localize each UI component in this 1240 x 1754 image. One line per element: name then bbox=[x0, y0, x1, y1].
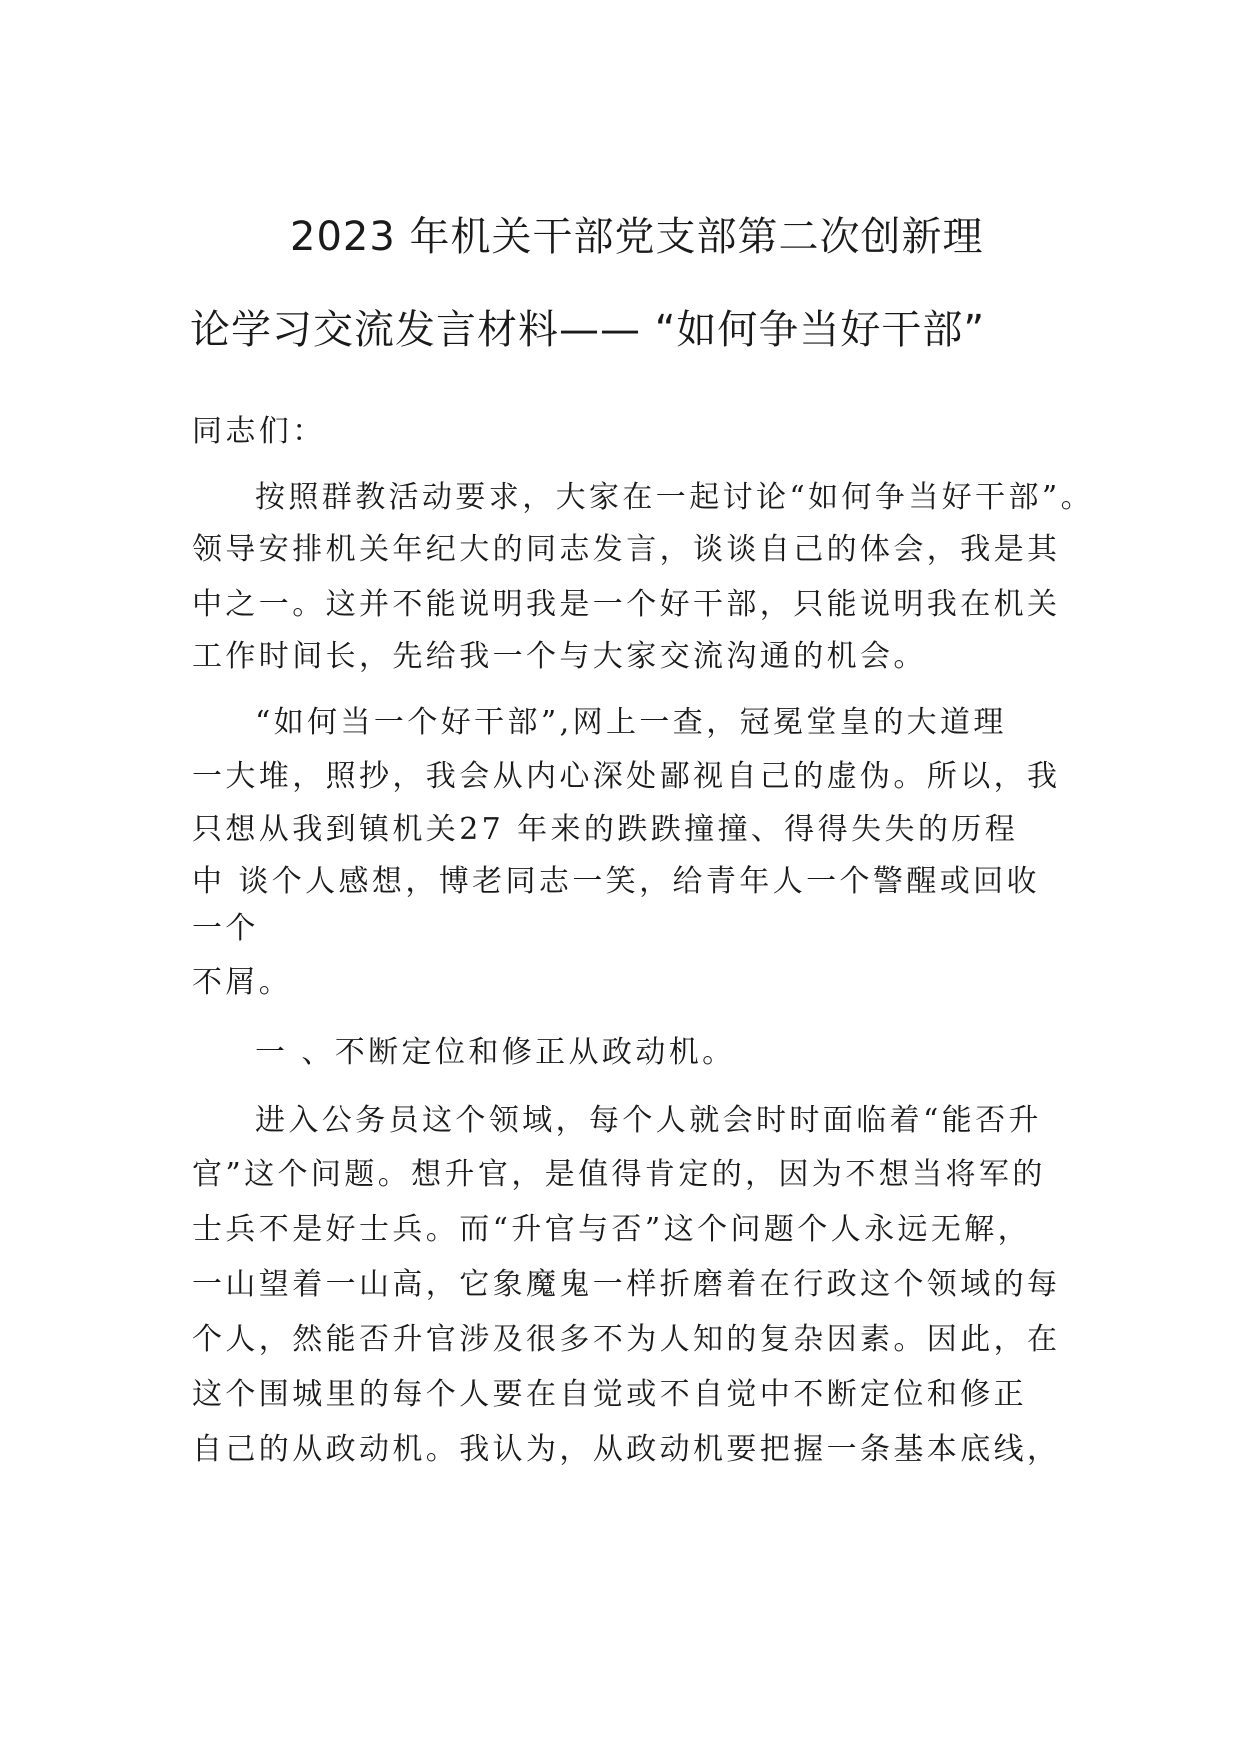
paragraph-1-line: 领导安排机关年纪大的同志发言，谈谈自己的体会，我是其 bbox=[192, 532, 1061, 567]
paragraph-3-line: 进入公务员这个领域，每个人就会时时面临着“能否升 bbox=[255, 1103, 1042, 1138]
document-title-line-1: 2023 年机关干部党支部第二次创新理 bbox=[290, 214, 984, 260]
paragraph-3-line: 自己的从政动机。我认为，从政动机要把握一条基本底线， bbox=[192, 1432, 1061, 1467]
paragraph-3-line: 一山望着一山高，它象魔鬼一样折磨着在行政这个领域的每 bbox=[192, 1267, 1061, 1302]
paragraph-1-line: 按照群教活动要求，大家在一起讨论“如何争当好干部”。 bbox=[255, 480, 1095, 515]
salutation: 同志们： bbox=[192, 414, 326, 449]
paragraph-3-line: 官”这个问题。想升官，是值得肯定的，因为不想当将军的 bbox=[192, 1157, 1046, 1192]
paragraph-2-line: 一大堆，照抄，我会从内心深处鄙视自己的虚伪。所以，我 bbox=[192, 759, 1061, 794]
paragraph-3-line: 这个围城里的每个人要在自觉或不自觉中不断定位和修正 bbox=[192, 1377, 1027, 1412]
paragraph-2-line: 中 谈个人感想，博老同志一笑，给青年人一个警醒或回收 bbox=[192, 864, 1040, 899]
paragraph-3-line: 士兵不是好士兵。而“升官与否”这个问题个人永远无解， bbox=[192, 1212, 1032, 1247]
paragraph-2-line: 只想从我到镇机关27 年来的跌跌撞撞、得得失失的历程 bbox=[192, 812, 1019, 847]
paragraph-2-line: 不屑。 bbox=[192, 965, 293, 1000]
paragraph-2-line: 一个 bbox=[192, 911, 259, 946]
paragraph-1-line: 中之一。这并不能说明我是一个好干部，只能说明我在机关 bbox=[192, 587, 1061, 622]
paragraph-1-line: 工作时间长，先给我一个与大家交流沟通的机会。 bbox=[192, 639, 927, 674]
paragraph-3-line: 个人，然能否升官涉及很多不为人知的复杂因素。因此，在 bbox=[192, 1322, 1061, 1357]
paragraph-2-line: “如何当一个好干部”,网上一查，冠冕堂皇的大道理 bbox=[255, 705, 1007, 740]
section-heading-1: 一 、不断定位和修正从政动机。 bbox=[255, 1035, 736, 1070]
document-title-line-2: 论学习交流发言材料—— “如何争当好干部” bbox=[190, 307, 986, 353]
